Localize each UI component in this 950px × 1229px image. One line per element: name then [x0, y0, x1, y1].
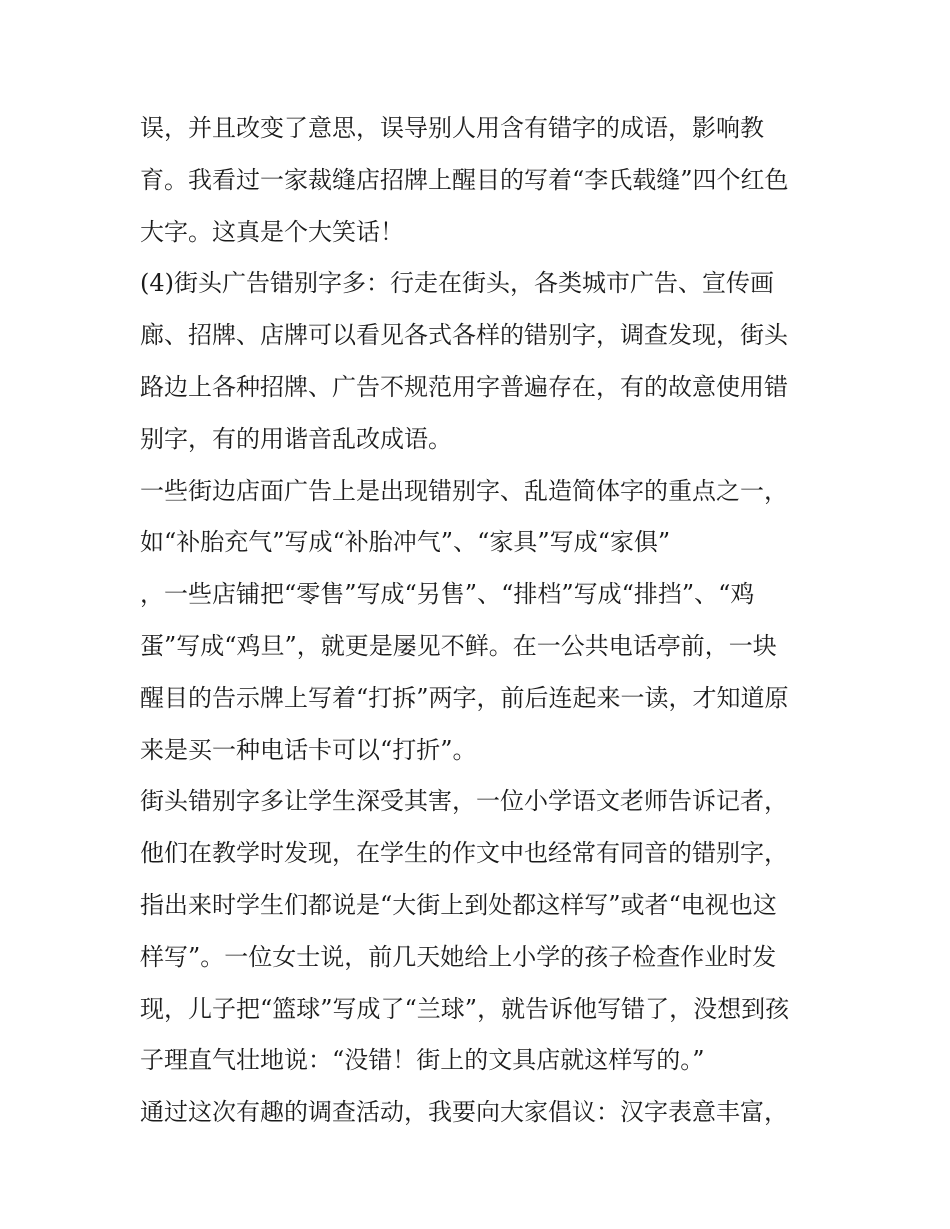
- text-line: 样写”。一位女士说，前几天她给上小学的孩子检查作业时发: [140, 942, 777, 971]
- text-line: 他们在教学时发现，在学生的作文中也经常有同音的错别字，: [140, 839, 788, 868]
- text-line: 醒目的告示牌上写着“打拆”两字，前后连起来一读，才知道原: [140, 683, 789, 712]
- body-text: [140, 103, 830, 1139]
- text-line: 别字，有的用谐音乱改成语。: [140, 424, 452, 453]
- text-line: ，一些店铺把“零售”写成“另售”、“排档”写成“排挡”、“鸡: [140, 580, 755, 609]
- text-line: 通过这次有趣的调查活动，我要向大家倡议：汉字表意丰富，: [140, 1098, 788, 1127]
- text-line: 误，并且改变了意思，误导别人用含有错字的成语，影响教: [140, 114, 764, 142]
- text-line: 蛋”写成“鸡旦”，就更是屡见不鲜。在一公共电话亭前，一块: [140, 631, 777, 660]
- text-line: (4)街头广告错别字多：行走在街头，各类城市广告、宣传画: [140, 269, 774, 298]
- text-line: 大字。这真是个大笑话！: [140, 217, 404, 246]
- text-line: 一些街边店面广告上是出现错别字、乱造简体字的重点之一，: [140, 476, 788, 505]
- text-line: 路边上各种招牌、广告不规范用字普遍存在，有的故意使用错: [140, 372, 788, 401]
- text-line: 来是买一种电话卡可以“打折”。: [140, 735, 477, 764]
- text-line: 如“补胎充气”写成“补胎冲气”、“家具”写成“家俱”: [140, 528, 671, 557]
- text-line: 廊、招牌、店牌可以看见各式各样的错别字，调查发现，街头: [140, 321, 788, 350]
- text-line: 子理直气壮地说：“没错！街上的文具店就这样写的。”: [140, 1046, 705, 1075]
- text-line: 育。我看过一家裁缝店招牌上醒目的写着“李氏载缝”四个红色: [140, 165, 789, 194]
- text-line: 街头错别字多让学生深受其害，一位小学语文老师告诉记者，: [140, 787, 788, 816]
- text-line: 指出来时学生们都说是“大街上到处都这样写”或者“电视也这: [140, 890, 777, 919]
- text-line: 现，儿子把“篮球”写成了“兰球”，就告诉他写错了，没想到孩: [140, 994, 790, 1023]
